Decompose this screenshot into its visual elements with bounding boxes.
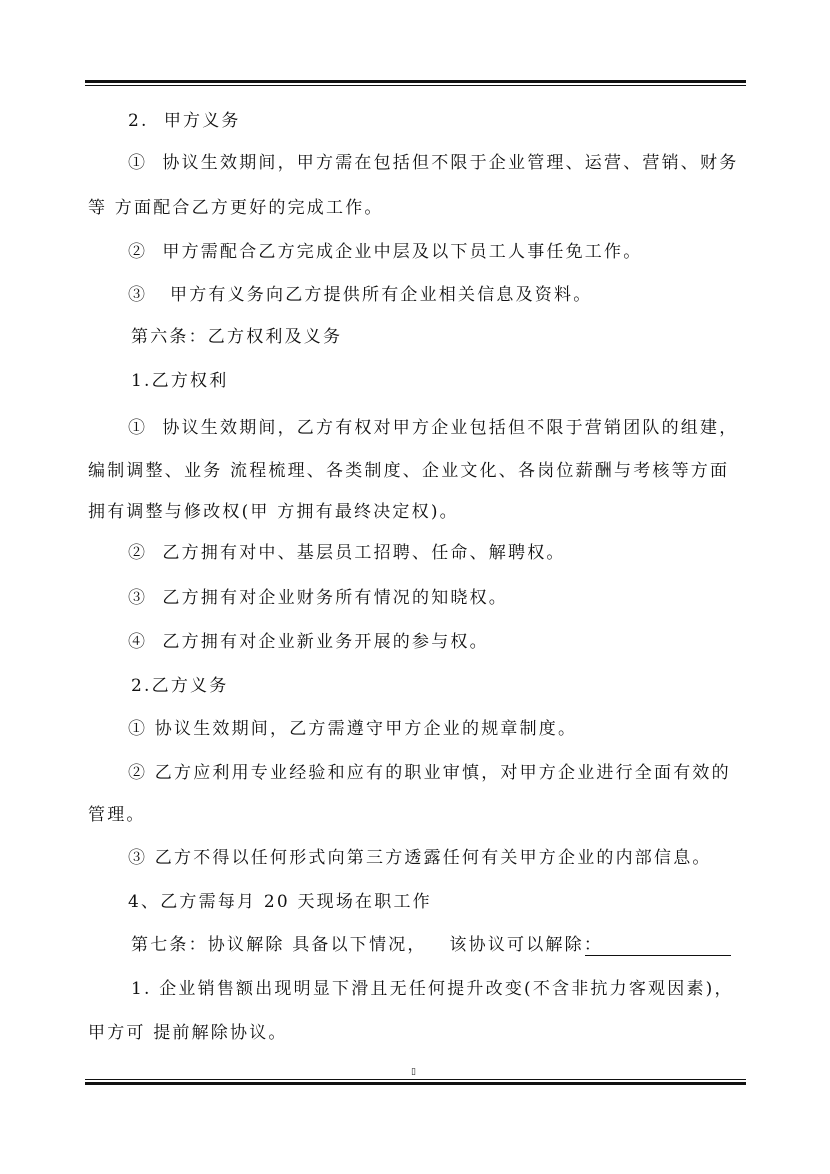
footer-rule-thin <box>85 1079 746 1080</box>
paragraph-line: ① 协议生效期间，乙方有权对甲方企业包括但不限于营销团队的组建， <box>128 418 739 438</box>
paragraph-line: ③ 乙方拥有对企业财务所有情况的知晓权。 <box>128 588 509 608</box>
section-heading-party-b-obligations: 2.乙方义务 <box>131 676 229 696</box>
paragraph-line: ① 协议生效期间，乙方需遵守甲方企业的规章制度。 <box>128 719 578 739</box>
header-rule-thick <box>85 80 746 83</box>
header-rule-thin <box>85 85 746 86</box>
article-heading-six: 第六条：乙方权利及义务 <box>131 327 343 347</box>
paragraph-line: 管理。 <box>88 805 146 825</box>
paragraph-line: ② 乙方应利用专业经验和应有的职业审慎，对甲方企业进行全面有效的 <box>128 763 731 783</box>
paragraph-line: 1. 企业销售额出现明显下滑且无任何提升改变(不含非抗力客观因素)， <box>131 979 734 999</box>
paragraph-line: 4、乙方需每月 20 天现场在职工作 <box>128 892 432 912</box>
paragraph-line: 编制调整、业务 流程梳理、各类制度、企业文化、各岗位薪酬与考核等方面 <box>88 461 730 481</box>
paragraph-line: ② 乙方拥有对中、基层员工招聘、任命、解聘权。 <box>128 543 566 563</box>
paragraph-line: ④ 乙方拥有对企业新业务开展的参与权。 <box>128 632 489 652</box>
paragraph-line: ① 协议生效期间，甲方需在包括但不限于企业管理、运营、营销、财务 <box>128 153 739 173</box>
article-heading-seven: 第七条：协议解除 具备以下情况， 该协议可以解除： <box>131 935 604 955</box>
paragraph-line: 甲方可 提前解除协议。 <box>88 1023 288 1043</box>
page-marker: ▯ <box>411 1067 416 1077</box>
paragraph-line: ③ 乙方不得以任何形式向第三方透露任何有关甲方企业的内部信息。 <box>128 848 712 868</box>
paragraph-line: ② 甲方需配合乙方完成企业中层及以下员工人事任免工作。 <box>128 242 643 262</box>
footer-rule-thick <box>85 1082 746 1085</box>
section-heading-party-a-obligations: 2. 甲方义务 <box>128 111 241 131</box>
fill-in-blank-line <box>585 955 731 956</box>
section-heading-party-b-rights: 1.乙方权利 <box>131 371 229 391</box>
paragraph-line: 拥有调整与修改权(甲 方拥有最终决定权)。 <box>88 502 459 522</box>
paragraph-line: 等 方面配合乙方更好的完成工作。 <box>88 198 384 218</box>
paragraph-line: ③ 甲方有义务向乙方提供所有企业相关信息及资料。 <box>128 285 593 305</box>
